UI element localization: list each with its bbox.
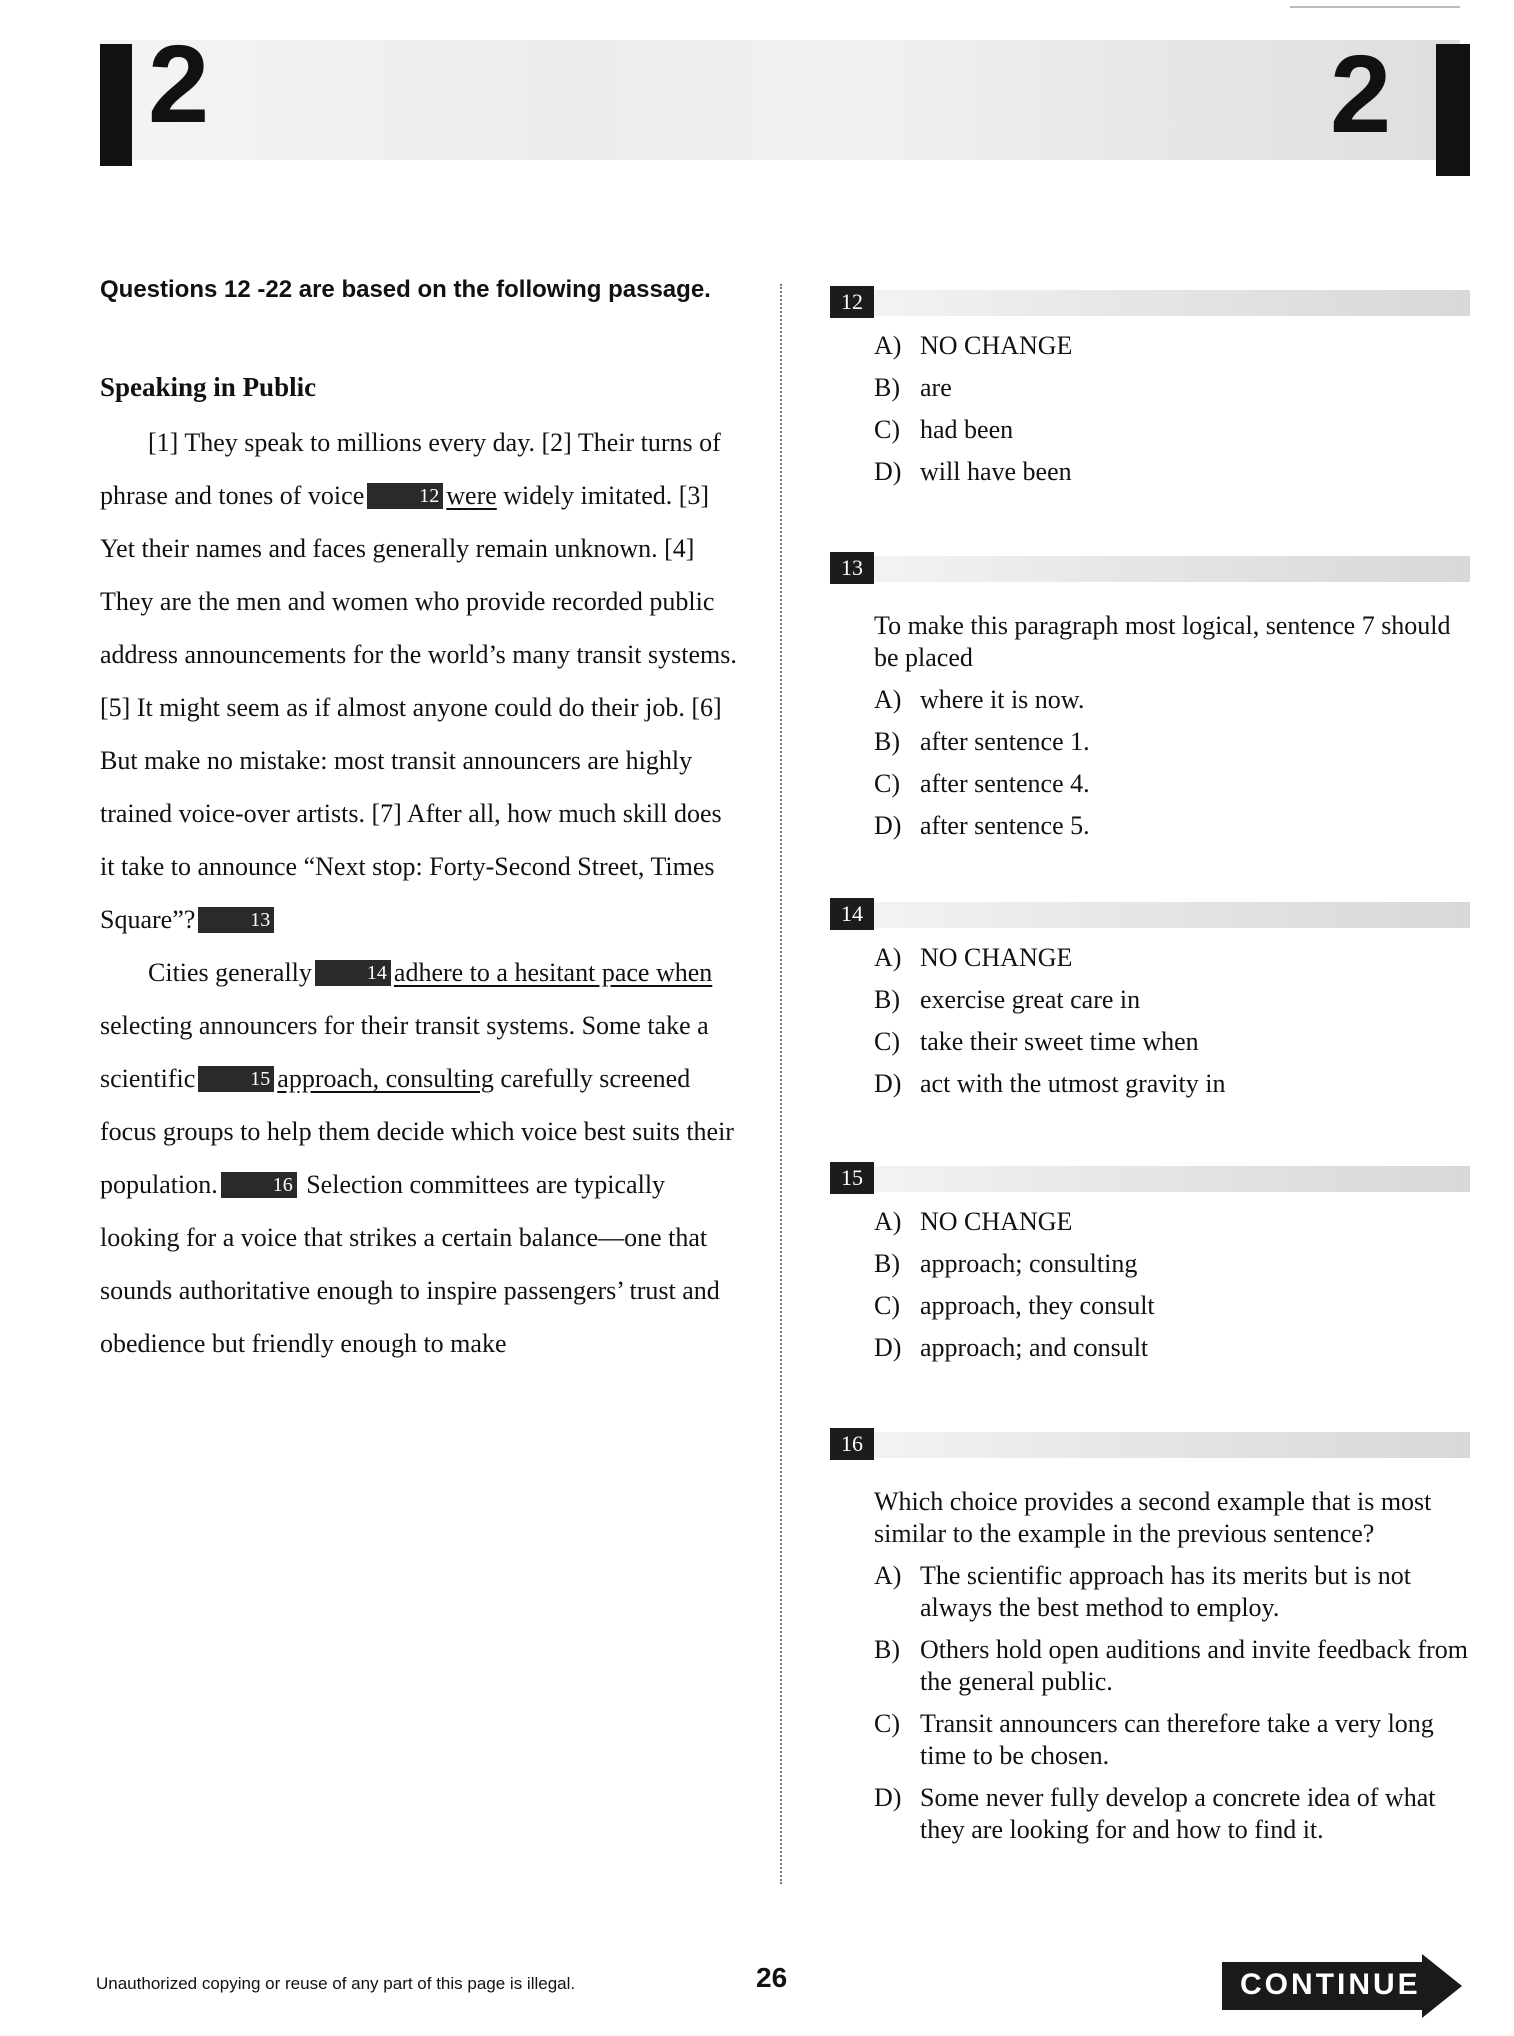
answer-options: [874, 1206, 1470, 1364]
option-a[interactable]: [874, 684, 1470, 716]
option-letter: B): [874, 985, 900, 1014]
question-12: [830, 286, 1470, 498]
question-number: 15: [830, 1162, 874, 1194]
option-c[interactable]: [874, 768, 1470, 800]
option-text: exercise great care in: [920, 985, 1141, 1014]
option-c[interactable]: [874, 1708, 1470, 1772]
passage-text: carefully screened focus groups to help them decide which voice best suits their population.: [100, 1064, 734, 1199]
passage-text: widely imitated. [3] Yet their names and faces generally remain unknown. [4] They are the men and women who provide recorded public address announcements for the world’s many transit systems. [5] It might seem as if almost anyone could do their job. [6] But make no mistake: most transit announcers are highly trained voice-over artists. [7] After all, how much skill does it take to announce “Next stop: Forty-Second Street, Times Square”?: [100, 481, 737, 934]
option-a[interactable]: [874, 1206, 1470, 1238]
option-b[interactable]: [874, 1248, 1470, 1280]
option-text: approach; and consult: [920, 1333, 1149, 1362]
option-letter: C): [874, 769, 900, 798]
question-13: [830, 552, 1470, 852]
option-c[interactable]: [874, 414, 1470, 446]
underlined-text-15: approach, consulting: [277, 1064, 494, 1093]
option-text: after sentence 4.: [920, 769, 1090, 798]
option-a[interactable]: [874, 942, 1470, 974]
option-letter: A): [874, 1561, 902, 1590]
option-text: NO CHANGE: [920, 1207, 1073, 1236]
question-header: [830, 552, 1470, 586]
question-number: 14: [830, 898, 874, 930]
answer-options: [874, 1560, 1470, 1846]
option-letter: D): [874, 1783, 902, 1812]
option-text: Others hold open auditions and invite feedback from the general public.: [920, 1635, 1469, 1696]
option-d[interactable]: [874, 1068, 1470, 1100]
option-text: had been: [920, 415, 1014, 444]
question-16: [830, 1428, 1470, 1856]
passage-text: Selection committees are typically looking for a voice that strikes a certain balance—one that sounds authoritative enough to inspire passengers’ trust and obedience but friendly enough to make: [100, 1170, 720, 1358]
underlined-text-12: were: [446, 481, 497, 510]
option-letter: C): [874, 1291, 900, 1320]
option-b[interactable]: [874, 726, 1470, 758]
option-letter: C): [874, 1027, 900, 1056]
question-marker-14[interactable]: 14: [315, 960, 391, 986]
option-letter: C): [874, 415, 900, 444]
option-text: after sentence 1.: [920, 727, 1090, 756]
option-text: are: [920, 373, 952, 402]
option-text: where it is now.: [920, 685, 1085, 714]
page-number: 26: [756, 1962, 788, 1993]
answer-options: [874, 330, 1470, 488]
question-number: 16: [830, 1428, 874, 1460]
question-header: [830, 1162, 1470, 1196]
question-header: [830, 286, 1470, 320]
option-letter: A): [874, 943, 902, 972]
option-letter: A): [874, 331, 902, 360]
option-c[interactable]: [874, 1026, 1470, 1058]
continue-button[interactable]: [1222, 1954, 1462, 2018]
passage-intro: Questions 12 -22 are based on the following passage.: [100, 276, 711, 303]
option-text: Transit announcers can therefore take a very long time to be chosen.: [920, 1709, 1434, 1770]
option-text: NO CHANGE: [920, 943, 1073, 972]
question-14: [830, 898, 1470, 1110]
option-text: take their sweet time when: [920, 1027, 1199, 1056]
option-letter: A): [874, 1207, 902, 1236]
option-letter: B): [874, 1249, 900, 1278]
question-marker-16[interactable]: 16: [221, 1172, 297, 1198]
section-number-left: 2: [148, 23, 210, 146]
option-text: approach; consulting: [920, 1249, 1138, 1278]
passage-body: [100, 416, 740, 1370]
question-number: 12: [830, 286, 874, 318]
option-b[interactable]: [874, 372, 1470, 404]
option-a[interactable]: [874, 330, 1470, 362]
option-d[interactable]: [874, 1782, 1470, 1846]
section-header-band: [100, 33, 1460, 160]
option-d[interactable]: [874, 810, 1470, 842]
question-header-band: [870, 1432, 1470, 1458]
continue-label: CONTINUE: [1240, 1968, 1421, 2001]
option-letter: D): [874, 1333, 902, 1362]
option-text: approach, they consult: [920, 1291, 1155, 1320]
paragraph-1: [100, 416, 740, 946]
option-text: The scientific approach has its merits but is not always the best method to employ.: [920, 1561, 1411, 1622]
question-number: 13: [830, 552, 874, 584]
option-letter: B): [874, 373, 900, 402]
option-d[interactable]: [874, 456, 1470, 488]
top-rule: [1290, 6, 1460, 8]
option-text: act with the utmost gravity in: [920, 1069, 1226, 1098]
question-header-band: [870, 1166, 1470, 1192]
underlined-text-14: adhere to a hesitant pace when: [393, 958, 713, 987]
question-prompt: To make this paragraph most logical, sentence 7 should be placed: [874, 611, 1451, 672]
question-header: [830, 898, 1470, 932]
passage-title: Speaking in Public: [100, 372, 317, 402]
option-letter: D): [874, 457, 902, 486]
option-letter: B): [874, 727, 900, 756]
copyright-notice: Unauthorized copying or reuse of any part of this page is illegal.: [96, 1974, 576, 1993]
option-letter: D): [874, 1069, 902, 1098]
paragraph-2: [100, 946, 740, 1370]
option-letter: A): [874, 685, 902, 714]
option-text: NO CHANGE: [920, 331, 1073, 360]
question-header-band: [870, 290, 1470, 316]
question-header-band: [870, 556, 1470, 582]
option-letter: C): [874, 1709, 900, 1738]
option-text: will have been: [920, 457, 1072, 486]
section-bar-left: [100, 44, 132, 166]
passage-text: selecting announcers for their transit systems. Some take a scientific: [100, 1011, 709, 1093]
question-marker-15[interactable]: 15: [198, 1066, 274, 1092]
answer-options: [874, 684, 1470, 842]
option-d[interactable]: [874, 1332, 1470, 1364]
option-b[interactable]: [874, 984, 1470, 1016]
option-letter: D): [874, 811, 902, 840]
section-bar-right: [1436, 44, 1470, 176]
option-b[interactable]: [874, 1634, 1470, 1698]
option-text: Some never fully develop a concrete idea of what they are looking for and how to find it.: [920, 1783, 1436, 1844]
question-header: [830, 1428, 1470, 1462]
question-prompt: Which choice provides a second example that is most similar to the example in the previous sentence?: [874, 1487, 1432, 1548]
option-letter: B): [874, 1635, 900, 1664]
question-marker-13[interactable]: 13: [198, 907, 274, 933]
question-marker-12[interactable]: 12: [367, 483, 443, 509]
option-a[interactable]: [874, 1560, 1470, 1624]
question-15: [830, 1162, 1470, 1374]
section-number-right: 2: [1330, 33, 1392, 156]
passage-text: [1] They speak to millions every day. [2] Their turns of phrase and tones of voice: [100, 428, 721, 510]
answer-options: [874, 942, 1470, 1100]
option-text: after sentence 5.: [920, 811, 1090, 840]
option-c[interactable]: [874, 1290, 1470, 1322]
passage-text: Cities generally: [148, 958, 312, 987]
column-divider: [780, 284, 782, 1884]
question-header-band: [870, 902, 1470, 928]
